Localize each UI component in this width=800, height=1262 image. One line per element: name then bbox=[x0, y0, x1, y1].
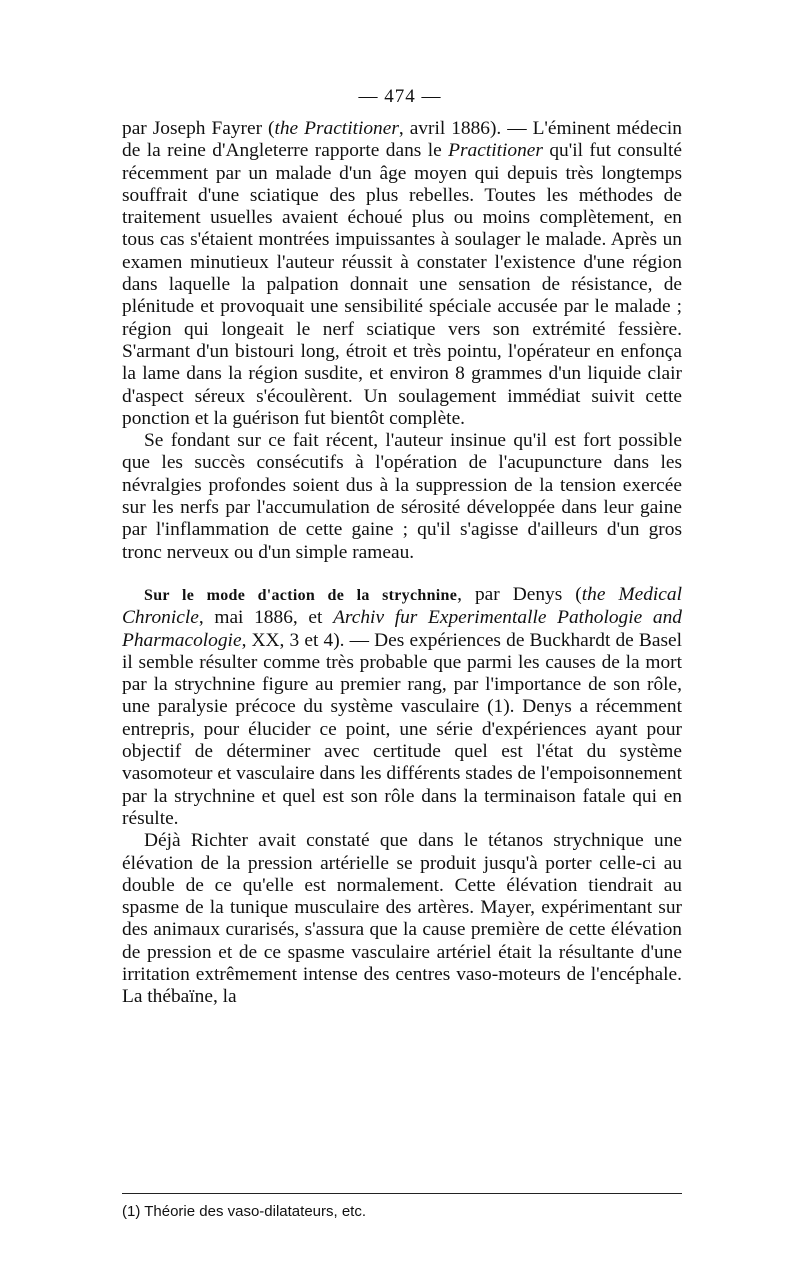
paragraph-text: , XX, 3 et 4). — Des expériences de Buckhardt de Basel il semble résulter comme très probable que parmi les causes de la mort par la strychnine figure au premier rang, par l'importance de son rôle, une paralysie précoce du système vasculaire (1). Denys a récemment entrepris, pour élucider ce point, une série d'expériences ayant pour objectif de déterminer avec certitude quel est l'état du système vasomoteur et vasculaire dans les différents stades de l'empoisonnement par la strychnine et quel est son rôle dans la terminaison fatale qui en résulte. bbox=[122, 629, 682, 829]
page-number: — 474 — bbox=[358, 86, 442, 107]
paragraph-acupuncture: Se fondant sur ce fait récent, l'auteur insinue qu'il est fort possible que les succès consécutifs à l'opération de l'acupuncture dans les névralgies profondes soient dus à la suppression de la tension exercée sur les nerfs par l'accumulation de sérosité développée dans leur gaine par l'inflammation de cette gaine ; qu'il s'agisse d'ailleurs d'un gros tronc nerveux ou d'un simple rameau. bbox=[122, 430, 682, 563]
paragraph-text: , mai 1886, et bbox=[198, 607, 334, 629]
paragraph-text: qu'il fut consulté récemment par un malade d'un âge moyen qui depuis très longtemps souffrait d'une sciatique des plus rebelles. Toutes les méthodes de traitement usuelles avaient échoué plus ou moins complètement, en tous cas s'étaient montrées impuissantes à soulager le malade. Après un examen minutieux l'auteur réussit à constater l'existence d'une région dans laquelle la palpation donnait une sensation de résistance, de plénitude et provoquait une sensibilité spéciale accusée par le malade ; région qui longeait le nerf sciatique vers son extrémité fessière. S'armant d'un bistouri long, étroit et très pointu, l'opérateur en enfonça la lame dans la région susdite, et environ 8 grammes d'un liquide clair d'aspect séreux s'écoulèrent. Un soulagement immédiat suivit cette ponction et la guérison fut bientôt complète. bbox=[122, 140, 682, 429]
paragraph-text: , avril 1886). — L'éminent médecin de la reine d'Angleterre rapporte dans le bbox=[122, 118, 683, 162]
source-title: Archiv fur Experimentalle Pathologie and Pharmacologie bbox=[122, 607, 682, 651]
footnote-divider bbox=[122, 1193, 682, 1194]
paragraph-text: par Joseph Fayrer ( bbox=[122, 118, 275, 139]
body-text bbox=[122, 118, 682, 1009]
paragraph-strychnine bbox=[122, 584, 682, 830]
source-title: the Practitioner bbox=[274, 118, 399, 139]
paragraph-richter: Déjà Richter avait constaté que dans le tétanos strychnique une élévation de la pression artérielle se produit jusqu'à porter celle-ci au double de ce qu'elle est normalement. Cette élévation tiendrait au spasme de la tunique musculaire des artères. Mayer, expérimentant sur des animaux curarisés, s'assura que la cause première de cette élévation de pression et de ce spasme vasculaire artériel était la résultante d'une irritation extrêmement intense des centres vaso-moteurs de l'encéphale. La thébaïne, la bbox=[122, 830, 682, 1008]
source-title: Practitioner bbox=[448, 140, 543, 162]
paragraph-fayrer bbox=[122, 118, 682, 430]
footnote: (1) Théorie des vaso-dilatateurs, etc. bbox=[122, 1203, 367, 1220]
paragraph-text: , par Denys ( bbox=[457, 583, 582, 605]
source-title: the Medical Chronicle bbox=[122, 583, 682, 629]
section-heading: Sur le mode d'action de la strychnine bbox=[144, 586, 458, 604]
